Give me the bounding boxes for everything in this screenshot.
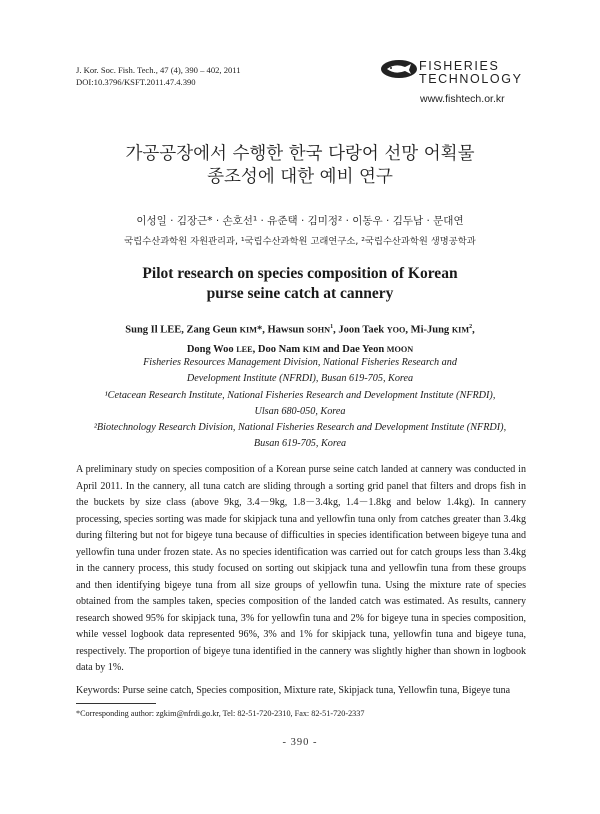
logo-line-1: FISHERIES — [419, 59, 500, 73]
page-number: - 390 - — [282, 737, 318, 748]
affiliation-line: Busan 619-705, Korea — [253, 438, 347, 450]
korean-authors: 이성일 · 김장근* · 손호선¹ · 유준택 · 김미정² · 이동우 · 김두남 · 문대연 — [136, 215, 464, 227]
affiliation-line: ²Biotechnology Research Division, National Fisheries Research and Development Institute (NFRDI), — [93, 422, 507, 434]
website-url[interactable]: www.fishtech.or.kr — [420, 93, 505, 105]
korean-affiliations: 국립수산과학원 자원관리과, ¹국립수산과학원 고래연구소, ²국립수산과학원 생명공학과 — [124, 236, 476, 247]
citation-line-1: J. Kor. Soc. Fish. Tech., 47 (4), 390 – 402, 2011 — [76, 65, 241, 75]
affiliation-line: ¹Cetacean Research Institute, National Fisheries Research and Development Institute (NFRDI), — [104, 389, 496, 401]
english-authors — [0, 318, 600, 359]
korean-title-line-2: 종조성에 대한 예비 연구 — [207, 167, 393, 187]
english-title — [0, 264, 600, 304]
english-title-line-1: Pilot research on species composition of Korean — [142, 265, 458, 282]
korean-title-line-1: 가공공장에서 수행한 한국 다랑어 선망 어획물 — [125, 144, 475, 164]
affiliation-line: Fisheries Resources Management Division, National Fisheries Research and — [143, 357, 457, 368]
keywords: Keywords: Purse seine catch, Species composition, Mixture rate, Skipjack tuna, Yellowfin tuna, Bigeye tuna — [76, 685, 511, 696]
affiliation-line: Ulsan 680-050, Korea — [254, 405, 346, 417]
english-affiliations — [0, 355, 600, 453]
logo-line-2: TECHNOLOGY — [419, 72, 523, 86]
english-title-line-2: purse seine catch at cannery — [206, 285, 394, 302]
abstract: A preliminary study on species composition of a Korean purse seine catch landed at cannery was conducted in April 2011. In the cannery, all tuna catch are sliding through a sorting grid panel that filters and drops fish in the buckets by size class (above 9kg, 3.4－9kg, 1.8－3.4kg, 1.4－1.8kg and below 1.4kg). In cannery processing, species sorting was made for skipjack tuna and yellowfin tuna only from catches greater than 3.4kg during filtering but not for bigeye tuna because of difficulties in species identification between bigeye tuna and yellowfin tuna under frozen state. As no species identification was carried out for catch groups less than 3.4kg in the cannery process, this study focused on sorting out skipjack tuna and yellowfin tuna from these groups and then identifying bigeye tuna from all size groups of yellowfin tuna. Using the mixture rate of species obtained from the samples taken, species composition of the landed catch was estimated. As results, cannery research showed 95% for skipjack tuna, 3% for yellowfin tuna and 2% for bigeye tuna in species composition, while vessel logbook data represented 96%, 3% and 1% for skipjack tuna, yellowfin tuna and bigeye tuna, respectively. The proportion of bigeye tuna identified in the cannery was slightly higher than shown in logbook data by 1%. — [76, 464, 526, 673]
journal-citation — [76, 64, 241, 88]
footnote-divider — [76, 703, 156, 704]
english-authors-line-2: Dong Woo LEE, Doo Nam KIM and Dae Yeon MOON — [186, 343, 414, 355]
corresponding-author-footnote: *Corresponding author: zgkim@nfrdi.go.kr, Tel: 82-51-720-2310, Fax: 82-51-720-2337 — [76, 709, 365, 718]
english-authors-line-1: Sung Il LEE, Zang Geun KIM*, Hawsun SOHN$^1$, Joon Taek YOO, Mi-Jung KIM$^2$, — [125, 324, 475, 336]
logo-text — [419, 60, 523, 86]
korean-title — [0, 143, 600, 189]
doi-line: DOI:10.3796/KSFT.2011.47.4.390 — [76, 77, 196, 87]
affiliation-line: Development Institute (NFRDI), Busan 619-705, Korea — [186, 373, 414, 385]
